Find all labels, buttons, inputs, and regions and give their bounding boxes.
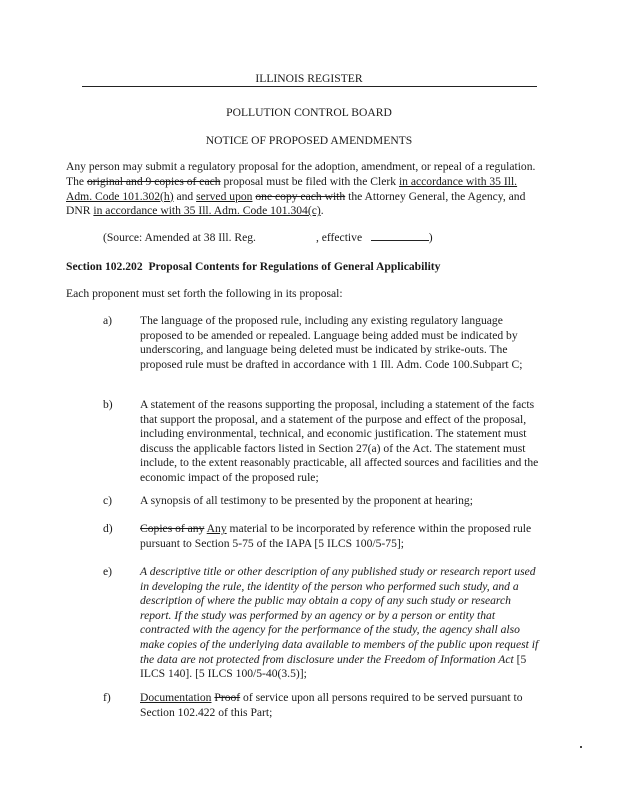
intro-text: proposal must be filed with the Clerk [220,174,399,188]
source-note [103,231,543,246]
section-number: Section 102.202 [66,260,143,273]
intro-added-text: in accordance with 35 Ill. Adm. Code 101.304(c) [93,204,321,218]
item-b-label: b) [103,398,113,411]
item-c-text: A synopsis of all testimony to be presented by the proponent at hearing; [140,494,473,507]
item-d-text [140,522,540,551]
item-d-added-text: Any [206,522,227,535]
intro-deleted-text: one copy each with [255,189,346,203]
register-heading: ILLINOIS REGISTER [255,72,363,85]
item-c-label: c) [103,494,113,507]
item-f-label: f) [103,691,111,704]
effective-date-blank [371,231,429,241]
scan-speck [580,746,582,748]
header-rule [82,86,537,87]
item-d-rest: material to be incorporated by reference within the proposed rule pursuant to Section 5-75 of the IAPA [5 ILCS 100/5-75]; [140,522,532,550]
intro-added-text: in accordance with 35 Ill. Adm. Code 101.302(h) [66,174,518,203]
board-heading: POLLUTION CONTROL BOARD [226,106,392,119]
item-e-label: e) [103,565,113,578]
section-title: Proposal Contents for Regulations of General Applicability [148,260,441,273]
lead-sentence: Each proponent must set forth the following in its proposal: [66,287,343,300]
source-prefix: (Source: Amended at 38 Ill. Reg. [103,231,256,244]
intro-text: and [173,189,197,203]
intro-deleted-text: original and 9 copies of each [86,174,221,188]
item-d-deleted-text: Copies of any [140,522,205,535]
item-f-added-text: Documentation [140,691,212,704]
intro-text: . [320,204,324,218]
item-d-label: d) [103,522,113,535]
intro-text: the Attorney General, the Agency, and DNR [66,189,526,218]
intro-paragraph [66,160,538,219]
item-f-text [140,691,540,720]
source-effective: , effective [315,231,363,244]
item-a-text: The language of the proposed rule, including any existing regulatory language proposed to be amended or repealed. Language being added must be indicated by underscoring, and language being deleted must be indicated by strike-outs. The proposed rule must be drafted in accordance with 1 Ill. Adm. Code 100.Subpart C; [140,314,523,371]
intro-added-text: served upon [196,189,253,203]
item-e-text [140,565,540,682]
item-e-quoted-text: A descriptive title or other description of any published study or research report used in developing the rule, the identity of the person who performed such study, and a description of where the public may obtain a copy of any such study or research report. If the study was performed by an agency or by a person or entity that contracted with the agency for the performance of the study, the agency shall also make copies of the underlying data available to members of the public upon request if the data are not protected from disclosure under the Freedom of Information Act [140,565,539,666]
item-b-text: A statement of the reasons supporting the proposal, including a statement of the facts that support the proposal, and a statement of the purpose and effect of the proposal, including environmental, technical, and economic justification. The statement must discuss the applicable factors listed in Section 27(a) of the Act. The statement must include, to the extent reasonably practicable, all affected sources and facilities and the economic impact of the proposed rule; [140,398,539,484]
notice-heading: NOTICE OF PROPOSED AMENDMENTS [205,134,413,147]
item-e-citation: [5 ILCS 140]. [5 ILCS 100/5-40(3.5)]; [140,652,527,681]
section-heading [66,260,546,275]
item-f-deleted-text: Proof [214,691,241,704]
intro-text: Any person may submit a regulatory proposal for the adoption, amendment, or repeal of a regulation. The [66,160,536,188]
item-a-label: a) [103,314,113,327]
item-f-rest: of service upon all persons required to be served pursuant to Section 102.422 of this Part; [140,691,523,719]
source-suffix: ) [428,231,433,244]
